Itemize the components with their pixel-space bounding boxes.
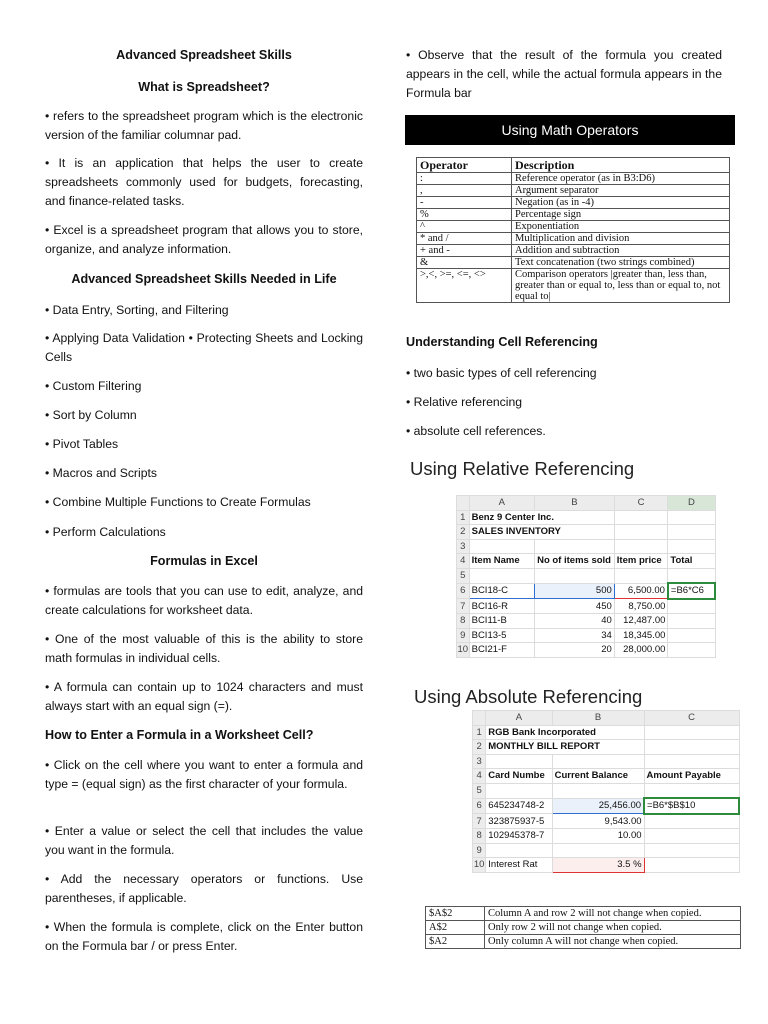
table-row xyxy=(473,769,740,784)
cell: Amount Payable xyxy=(644,769,739,784)
cell: BCI21-F xyxy=(469,643,534,658)
step-add-operators: • Add the necessary operators or functions. Use parentheses, if applicable. xyxy=(45,872,363,905)
description-cell: Multiplication and division xyxy=(512,233,730,245)
description-column-header: Description xyxy=(512,158,730,173)
table-row xyxy=(473,740,740,755)
cell: No of items sold xyxy=(535,554,615,569)
row-number: 7 xyxy=(457,599,470,614)
cell: SALES INVENTORY xyxy=(469,525,614,540)
row-number: 6 xyxy=(457,583,470,599)
row-number: 4 xyxy=(457,554,470,569)
cell: Item Name xyxy=(469,554,534,569)
reference-cell: A$2 xyxy=(426,921,485,935)
row-number: 9 xyxy=(457,628,470,643)
row-number: 3 xyxy=(457,539,470,554)
cell: RGB Bank Incorporated xyxy=(486,725,644,740)
column-header: C xyxy=(644,711,739,726)
column-header: C xyxy=(614,496,668,511)
table-row xyxy=(457,599,716,614)
corner-cell xyxy=(457,496,470,511)
table-row xyxy=(457,583,716,599)
row-number: 9 xyxy=(473,843,486,858)
cell: BCI16-R xyxy=(469,599,534,614)
operator-cell: - xyxy=(417,197,512,209)
description-cell: Addition and subtraction xyxy=(512,245,730,257)
table-row xyxy=(457,510,716,525)
cell: 34 xyxy=(535,628,615,643)
row-number: 10 xyxy=(457,644,469,656)
paragraph-formulas-length: • A formula can contain up to 1024 characters and must always start with an equal sign (=). xyxy=(45,680,363,713)
row-number: 5 xyxy=(457,568,470,583)
table-row xyxy=(417,197,730,209)
description-cell: Argument separator xyxy=(512,185,730,197)
step-click-cell: • Click on the cell where you want to enter a formula and type = (equal sign) as the first character of your formula. xyxy=(45,758,363,791)
table-row xyxy=(473,783,740,798)
cell: 10.00 xyxy=(552,829,644,844)
table-row xyxy=(457,628,716,643)
cell: 18,345.00 xyxy=(614,628,668,643)
skill-item: • Custom Filtering xyxy=(45,379,142,393)
what-is-spreadsheet-heading: What is Spreadsheet? xyxy=(138,80,270,94)
row-number: 2 xyxy=(457,525,470,540)
cell: Benz 9 Center Inc. xyxy=(469,510,614,525)
paragraph-definition: • refers to the spreadsheet program which is the electronic version of the familiar columnar pad. xyxy=(45,109,363,142)
table-row xyxy=(473,754,740,769)
table-row xyxy=(473,725,740,740)
cell: Interest Rat xyxy=(486,858,552,873)
table-row xyxy=(417,221,730,233)
operator-cell: ^ xyxy=(417,221,512,233)
table-row xyxy=(473,843,740,858)
operator-cell: >,<, >=, <=, <> xyxy=(417,269,512,303)
column-header: B xyxy=(552,711,644,726)
table-row xyxy=(473,858,740,873)
operator-cell: % xyxy=(417,209,512,221)
row-number: 10 xyxy=(473,859,485,871)
cell: BCI18-C xyxy=(469,583,534,599)
cell: 8,750.00 xyxy=(614,599,668,614)
cell: 9,543.00 xyxy=(552,814,644,829)
cell-referencing-heading: Understanding Cell Referencing xyxy=(406,335,598,349)
relative-spreadsheet xyxy=(456,495,716,658)
formula-cell: =B6*C6 xyxy=(668,583,715,599)
paragraph-formulas-tools: • formulas are tools that you can use to edit, analyze, and create calculations for worksheet data. xyxy=(45,584,363,617)
skills-heading: Advanced Spreadsheet Skills Needed in Life xyxy=(71,272,337,286)
table-row xyxy=(473,829,740,844)
row-number: 8 xyxy=(473,829,486,844)
row-number: 1 xyxy=(473,725,486,740)
table-row xyxy=(417,245,730,257)
skill-item: • Perform Calculations xyxy=(45,525,166,539)
table-row xyxy=(417,173,730,185)
row-number: 5 xyxy=(473,783,486,798)
math-operators-banner: Using Math Operators xyxy=(405,115,735,145)
table-row xyxy=(457,643,716,658)
cell: BCI11-B xyxy=(469,614,534,629)
table-row xyxy=(457,554,716,569)
table-row xyxy=(426,907,741,921)
skill-item: • Pivot Tables xyxy=(45,437,119,451)
paragraph-observe: • Observe that the result of the formula you created appears in the cell, while the actual formula appears in the Formula bar xyxy=(406,48,722,100)
corner-cell xyxy=(473,711,486,726)
absolute-spreadsheet xyxy=(472,710,740,873)
cell: 12,487.00 xyxy=(614,614,668,629)
table-row xyxy=(417,269,730,303)
cell: Item price xyxy=(614,554,668,569)
cell: 450 xyxy=(535,599,615,614)
cell: Card Numbe xyxy=(486,769,552,784)
ref-bullet-relative: • Relative referencing xyxy=(406,395,523,409)
paragraph-application: • It is an application that helps the user to create spreadsheets commonly used for budgets, forecasting, and finance-related tasks. xyxy=(45,156,363,208)
cell: 500 xyxy=(535,583,615,599)
formulas-heading: Formulas in Excel xyxy=(150,554,258,568)
doc-title: Advanced Spreadsheet Skills xyxy=(116,48,292,62)
table-row xyxy=(473,814,740,829)
table-row xyxy=(426,935,741,949)
table-row xyxy=(417,233,730,245)
row-number: 3 xyxy=(473,754,486,769)
operator-cell: + and - xyxy=(417,245,512,257)
paragraph-excel: • Excel is a spreadsheet program that allows you to store, organize, and analyze information. xyxy=(45,223,363,256)
description-cell: Negation (as in -4) xyxy=(512,197,730,209)
cell: 6,500.00 xyxy=(614,583,668,599)
cell: BCI13-5 xyxy=(469,628,534,643)
table-row xyxy=(417,209,730,221)
skill-item: • Macros and Scripts xyxy=(45,466,157,480)
ref-bullet-absolute: • absolute cell references. xyxy=(406,424,546,438)
description-cell: Comparison operators |greater than, less than, greater than or equal to, less than or equal to, not equal to| xyxy=(512,269,730,303)
reference-cell: $A2 xyxy=(426,935,485,949)
skill-item: • Sort by Column xyxy=(45,408,137,422)
description-cell: Text concatenation (two strings combined) xyxy=(512,257,730,269)
row-number: 7 xyxy=(473,814,486,829)
table-row xyxy=(473,798,740,814)
column-header: A xyxy=(486,711,552,726)
cell: Current Balance xyxy=(552,769,644,784)
operator-cell: * and / xyxy=(417,233,512,245)
paragraph-formulas-store: • One of the most valuable of this is the ability to store math formulas in individual cells. xyxy=(45,632,363,665)
cell: 3.5 % xyxy=(552,858,644,873)
cell: MONTHLY BILL REPORT xyxy=(486,740,644,755)
ref-bullet-basic: • two basic types of cell referencing xyxy=(406,366,597,380)
table-row xyxy=(417,185,730,197)
column-header: A xyxy=(469,496,534,511)
table-row xyxy=(457,614,716,629)
cell: 323875937-5 xyxy=(486,814,552,829)
description-cell: Percentage sign xyxy=(512,209,730,221)
skill-item: • Applying Data Validation • Protecting Sheets and Locking Cells xyxy=(45,331,363,364)
cell: 40 xyxy=(535,614,615,629)
operator-cell: , xyxy=(417,185,512,197)
absolute-reference-table xyxy=(425,906,741,949)
absolute-referencing-heading: Using Absolute Referencing xyxy=(414,686,643,707)
cell: 102945378-7 xyxy=(486,829,552,844)
row-number: 6 xyxy=(473,798,486,814)
description-cell: Reference operator (as in B3:D6) xyxy=(512,173,730,185)
operators-table xyxy=(416,157,730,303)
operator-cell: : xyxy=(417,173,512,185)
reference-cell: $A$2 xyxy=(426,907,485,921)
table-row xyxy=(457,525,716,540)
table-row xyxy=(426,921,741,935)
relative-referencing-heading: Using Relative Referencing xyxy=(410,458,635,479)
column-header: B xyxy=(535,496,615,511)
step-complete: • When the formula is complete, click on the Enter button on the Formula bar / or press Enter. xyxy=(45,920,363,953)
skill-item: • Combine Multiple Functions to Create Formulas xyxy=(45,495,311,509)
table-row xyxy=(457,539,716,554)
table-row xyxy=(457,568,716,583)
operator-cell: & xyxy=(417,257,512,269)
explanation-cell: Only row 2 will not change when copied. xyxy=(485,921,741,935)
formula-cell: =B6*$B$10 xyxy=(644,798,739,814)
cell: Total xyxy=(668,554,715,569)
row-number: 4 xyxy=(473,769,486,784)
cell: 25,456.00 xyxy=(552,798,644,814)
description-cell: Exponentiation xyxy=(512,221,730,233)
cell: 28,000.00 xyxy=(614,643,668,658)
column-header: D xyxy=(668,496,715,511)
step-enter-value: • Enter a value or select the cell that includes the value you want in the formula. xyxy=(45,824,363,857)
enter-formula-heading: How to Enter a Formula in a Worksheet Cell? xyxy=(45,728,314,742)
operator-column-header: Operator xyxy=(417,158,512,173)
cell: 645234748-2 xyxy=(486,798,552,814)
row-number: 1 xyxy=(457,510,470,525)
explanation-cell: Column A and row 2 will not change when copied. xyxy=(485,907,741,921)
row-number: 8 xyxy=(457,614,470,629)
cell: 20 xyxy=(535,643,615,658)
skill-item: • Data Entry, Sorting, and Filtering xyxy=(45,303,229,317)
table-row xyxy=(417,257,730,269)
row-number: 2 xyxy=(473,740,486,755)
explanation-cell: Only column A will not change when copied. xyxy=(485,935,741,949)
